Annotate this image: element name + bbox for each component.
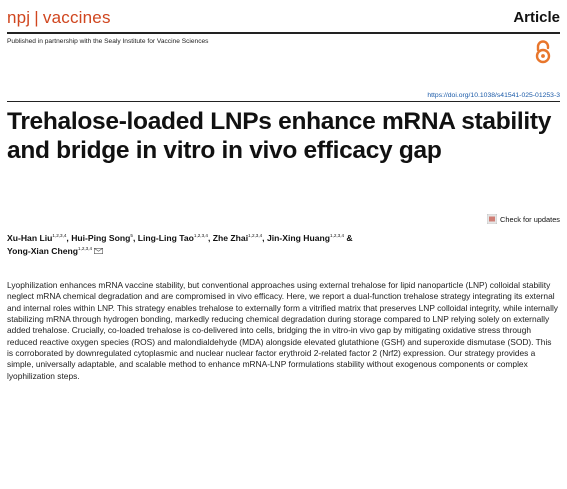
journal-subtitle: vaccines: [42, 8, 111, 27]
check-for-updates-button[interactable]: [487, 214, 560, 224]
author-separator: ,: [207, 233, 213, 243]
author-affiliation: 1,2,3,4: [77, 245, 93, 251]
abstract-text: Lyophilization enhances mRNA vaccine stability, but conventional approaches using external trehalose for lipid nanoparticle (LNP) colloidal stability neglect mRNA chemical degradation and are compromised in vivo efficacy. Here, we report a dual-function trehalose strategy integrating its external and internal roles within LNP. This strategy enables trehalose to externally form a vitrified matrix that preserves LNP colloidal integrity, while internally stabilizing mRNA through hydrogen bonding, markedly reducing chemical degradation during storage compared to LNP relying solely on externally added trehalose. Crucially, co-loaded trehalose is co-delivered into cells, bridging the in vitro-in vivo gap by mitigating oxidative stress through reduced reactive oxygen species (ROS) and malondialdehyde (MDA) alongside elevated glutathione (GSH) and superoxide dismutase (SOD). This is corroborated by downregulated cytoplasmic and nuclear nuclear factor erythroid 2-related factor 2 (Nrf2) expression. Our strategy provides a simple, universally adaptable, and scalable method to enhance mRNA-LNP formulations stability without exogenous components or complex lyophilization steps.: [7, 280, 558, 381]
journal-brand: npj: [7, 8, 31, 27]
author-affiliation: 1,2,3,4: [193, 233, 208, 239]
author-affiliation: 1,2,3,4: [52, 233, 67, 239]
author-list: [7, 232, 547, 257]
check-updates-label: Check for updates: [500, 214, 560, 224]
doi-link[interactable]: https://doi.org/10.1038/s41541-025-01253-3: [427, 92, 560, 99]
article-title: Trehalose-loaded LNPs enhance mRNA stability and bridge in vitro in vivo efficacy gap: [7, 108, 552, 164]
masthead: [7, 8, 560, 30]
partnership-note: Published in partnership with the Sealy Institute for Vaccine Sciences: [7, 38, 209, 45]
check-updates-icon: [487, 214, 497, 224]
author-name[interactable]: Hui-Ping Song: [71, 233, 131, 243]
author-separator: ,: [132, 233, 138, 243]
author-name[interactable]: Jin-Xing Huang: [266, 233, 330, 243]
header-rule: [7, 32, 560, 34]
author-name[interactable]: Zhe Zhai: [212, 233, 249, 243]
author-separator: ,: [66, 233, 72, 243]
author-name[interactable]: Xu-Han Liu: [7, 233, 53, 243]
email-icon[interactable]: [94, 248, 103, 254]
journal-name[interactable]: [7, 8, 111, 28]
open-access-lock-icon[interactable]: [534, 40, 552, 64]
author-name[interactable]: Yong-Xian Cheng: [7, 245, 78, 256]
journal-separator: |: [34, 8, 39, 27]
author-name[interactable]: Ling-Ling Tao: [137, 233, 194, 243]
author-separator: ,: [262, 233, 267, 243]
author-affiliation: 5: [130, 233, 133, 239]
doi-rule: [7, 101, 560, 102]
author-affiliation: 1,2,3,4: [248, 233, 263, 239]
author-affiliation: 1,2,3,4: [329, 233, 345, 239]
author-separator: &: [344, 233, 353, 243]
article-type-label: Article: [513, 9, 560, 26]
